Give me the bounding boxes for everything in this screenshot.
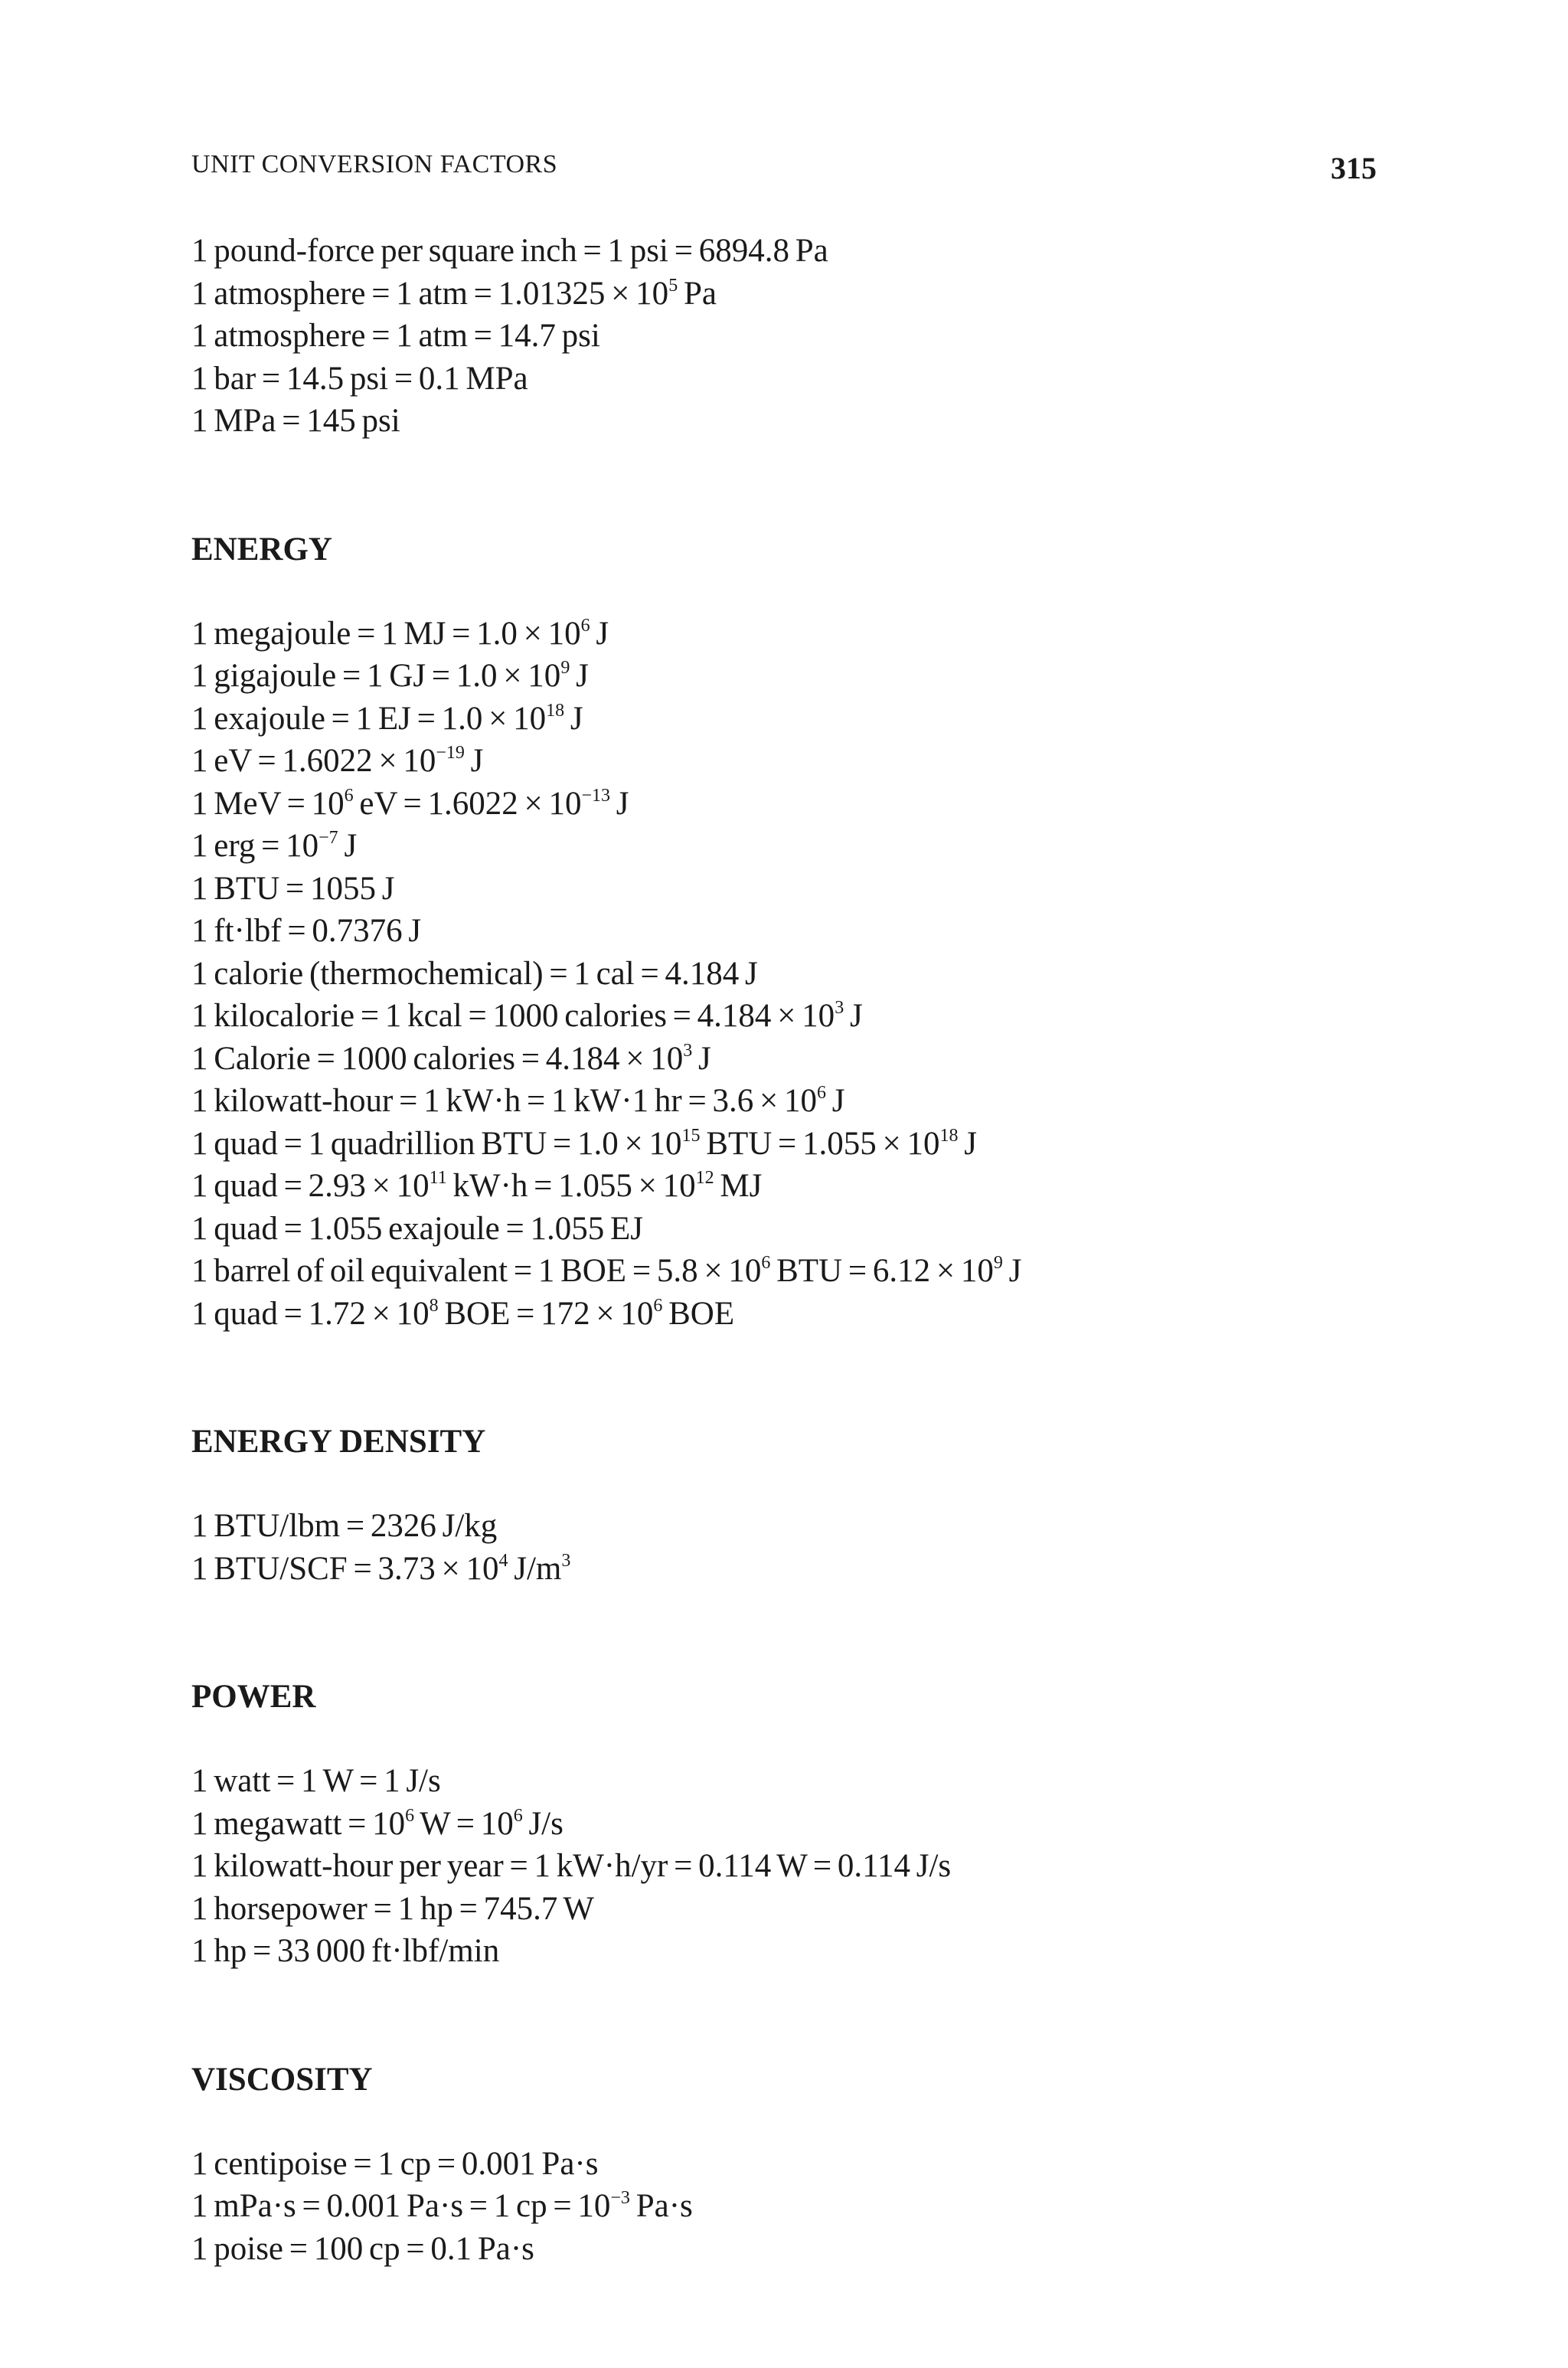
conversion-text: 1 MPa = 145 psi	[191, 403, 400, 439]
exponent: −19	[436, 743, 465, 763]
conversion-text: 1 atmosphere = 1 atm = 14.7 psi	[191, 318, 600, 354]
exponent: 11	[429, 1168, 447, 1188]
exponent: 5	[668, 275, 678, 296]
conversion-text: 1 quad = 1.72 × 10	[191, 1295, 430, 1332]
conversion-line	[191, 698, 1386, 741]
conversion-text: eV = 1.6022 × 10	[353, 785, 582, 822]
exponent: 3	[561, 1550, 571, 1571]
conversion-text: 1 horsepower = 1 hp = 745.7 W	[191, 1890, 594, 1927]
conversion-text: J/s	[522, 1805, 564, 1842]
exponent: −13	[581, 785, 611, 806]
conversion-text: J	[570, 658, 589, 694]
exponent: 6	[653, 1295, 663, 1316]
exponent: 15	[681, 1125, 701, 1146]
conversion-text: 1 quad = 2.93 × 10	[191, 1168, 430, 1204]
conversion-text: J	[958, 1125, 978, 1162]
section-energy	[191, 443, 1386, 1336]
conversion-text: 1 mPa·s = 0.001 Pa·s = 1 cp = 10	[191, 2188, 611, 2224]
conversion-text: 1 megajoule = 1 MJ = 1.0 × 10	[191, 615, 581, 652]
conversion-line	[191, 783, 1386, 826]
conversion-line	[191, 613, 1386, 656]
exponent: 18	[939, 1125, 959, 1146]
conversion-line	[191, 740, 1386, 783]
section-power	[191, 1590, 1386, 1973]
conversion-text: 1 centipoise = 1 cp = 0.001 Pa·s	[191, 2145, 599, 2182]
exponent: 6	[816, 1083, 826, 1103]
conversion-text: 1 megawatt = 10	[191, 1805, 406, 1842]
section-heading: VISCOSITY	[191, 2061, 373, 2098]
conversion-line	[191, 825, 1386, 868]
pressure-conversions	[191, 230, 1386, 443]
conversion-line	[191, 953, 1386, 996]
conversion-text: J	[692, 1040, 711, 1077]
section-heading: ENERGY	[191, 531, 332, 567]
conversion-line	[191, 1293, 1386, 1336]
exponent: 4	[498, 1550, 508, 1571]
conversion-text: 1 poise = 100 cp = 0.1 Pa·s	[191, 2230, 534, 2267]
conversion-text: BOE = 172 × 10	[438, 1295, 654, 1332]
conversion-text: 1 BTU/SCF = 3.73 × 10	[191, 1550, 499, 1587]
conversion-text: 1 bar = 14.5 psi = 0.1 MPa	[191, 360, 528, 397]
conversion-text: J	[464, 743, 484, 779]
conversion-line	[191, 2185, 1386, 2228]
conversion-text: 1 gigajoule = 1 GJ = 1.0 × 10	[191, 658, 561, 694]
conversion-line	[191, 358, 1386, 401]
conversion-text: 1 calorie (thermochemical) = 1 cal = 4.184 J	[191, 955, 758, 992]
conversion-line	[191, 230, 1386, 273]
conversion-line	[191, 1123, 1386, 1166]
conversion-text: BOE	[662, 1295, 735, 1332]
conversion-text: 1 atmosphere = 1 atm = 1.01325 × 10	[191, 275, 669, 312]
conversion-line	[191, 995, 1386, 1038]
conversion-line	[191, 1080, 1386, 1123]
exponent: 6	[405, 1805, 415, 1826]
page-body	[191, 230, 1386, 2270]
conversion-text: 1 BTU = 1055 J	[191, 870, 395, 907]
conversion-text: 1 hp = 33 000 ft·lbf/min	[191, 1933, 500, 1969]
conversion-text: 1 erg = 10	[191, 828, 319, 864]
conversion-line	[191, 1803, 1386, 1846]
conversion-text: 1 kilowatt-hour = 1 kW·h = 1 kW·1 hr = 3.6 × 10	[191, 1083, 817, 1119]
exponent: 6	[513, 1805, 523, 1826]
conversion-line	[191, 1888, 1386, 1931]
section-viscosity	[191, 1973, 1386, 2271]
conversion-line	[191, 1038, 1386, 1081]
exponent: −3	[610, 2188, 630, 2208]
running-head-title: UNIT CONVERSION FACTORS	[191, 150, 558, 178]
conversion-text: Pa	[678, 275, 717, 312]
conversion-sections	[191, 443, 1386, 2271]
conversion-text: 1 watt = 1 W = 1 J/s	[191, 1763, 441, 1799]
conversion-text: 1 pound-force per square inch = 1 psi = 6894.8 Pa	[191, 233, 828, 269]
conversion-line	[191, 910, 1386, 953]
conversion-text: 1 kilocalorie = 1 kcal = 1000 calories = 4.184 × 10	[191, 998, 835, 1034]
conversion-text: J/m	[508, 1550, 562, 1587]
exponent: −7	[318, 828, 338, 848]
conversion-text: 1 barrel of oil equivalent = 1 BOE = 5.8 × 10	[191, 1253, 762, 1289]
section-energy-density	[191, 1335, 1386, 1590]
conversion-text: 1 kilowatt-hour per year = 1 kW·h/yr = 0.114 W = 0.114 J/s	[191, 1848, 952, 1884]
conversion-line	[191, 655, 1386, 698]
conversion-text: kW·h = 1.055 × 10	[446, 1168, 696, 1204]
conversion-text: BTU = 1.055 × 10	[700, 1125, 940, 1162]
conversion-text: J	[338, 828, 358, 864]
exponent: 3	[683, 1040, 693, 1061]
conversion-line	[191, 1250, 1386, 1293]
conversion-text: 1 quad = 1 quadrillion BTU = 1.0 × 10	[191, 1125, 682, 1162]
conversion-text: BTU = 6.12 × 10	[770, 1253, 994, 1289]
conversion-line	[191, 1165, 1386, 1208]
exponent: 8	[429, 1295, 439, 1316]
conversion-text: MJ	[714, 1168, 763, 1204]
conversion-text: 1 BTU/lbm = 2326 J/kg	[191, 1508, 498, 1544]
exponent: 9	[560, 658, 570, 678]
conversion-line	[191, 1760, 1386, 1803]
conversion-line	[191, 1208, 1386, 1251]
conversion-text: J	[564, 700, 583, 737]
exponent: 6	[344, 785, 354, 806]
conversion-line	[191, 273, 1386, 316]
exponent: 18	[546, 700, 565, 721]
conversion-text: 1 MeV = 10	[191, 785, 345, 822]
exponent: 6	[761, 1253, 771, 1273]
conversion-text: Pa·s	[629, 2188, 693, 2224]
conversion-line	[191, 2143, 1386, 2186]
exponent: 6	[580, 615, 590, 636]
conversion-text: J	[844, 998, 863, 1034]
exponent: 3	[835, 998, 844, 1018]
conversion-line	[191, 1505, 1386, 1548]
conversion-line	[191, 2228, 1386, 2271]
page-number: 315	[1331, 151, 1377, 185]
conversion-text: 1 eV = 1.6022 × 10	[191, 743, 436, 779]
conversion-text: 1 ft·lbf = 0.7376 J	[191, 913, 422, 949]
conversion-text: J	[825, 1083, 845, 1119]
conversion-line	[191, 868, 1386, 911]
exponent: 9	[993, 1253, 1003, 1273]
conversion-text: 1 quad = 1.055 exajoule = 1.055 EJ	[191, 1210, 643, 1247]
conversion-line	[191, 1930, 1386, 1973]
section-heading: POWER	[191, 1679, 316, 1715]
conversion-line	[191, 1845, 1386, 1888]
exponent: 12	[695, 1168, 714, 1188]
conversion-text: 1 Calorie = 1000 calories = 4.184 × 10	[191, 1040, 684, 1077]
conversion-line	[191, 400, 1386, 443]
conversion-line	[191, 1548, 1386, 1591]
conversion-text: 1 exajoule = 1 EJ = 1.0 × 10	[191, 700, 547, 737]
conversion-text: J	[590, 615, 609, 652]
conversion-text: J	[1002, 1253, 1022, 1289]
conversion-line	[191, 315, 1386, 358]
conversion-text: J	[610, 785, 629, 822]
conversion-text: W = 10	[414, 1805, 514, 1842]
section-heading: ENERGY DENSITY	[191, 1424, 486, 1460]
